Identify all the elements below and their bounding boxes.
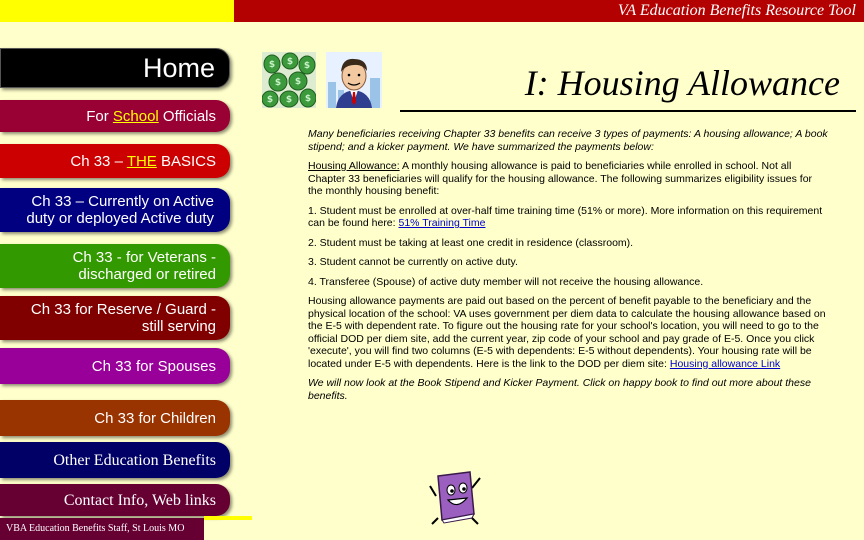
footer-accent [204,516,252,520]
nav-basics-link[interactable]: THE [126,152,157,170]
title-divider [400,110,856,112]
nav-reserve-button[interactable] [0,296,230,340]
svg-text:$: $ [285,95,293,105]
nav-school-officials-button[interactable] [0,100,230,132]
svg-text:$: $ [294,77,302,87]
nav-other-label: Other Education Benefits [53,451,216,469]
page-title: I: Housing Allowance [524,63,840,103]
header-bar [234,0,864,22]
housing-allowance-paragraph [308,160,828,198]
nav-spouses-button[interactable] [0,348,230,384]
nav-contact-label: Contact Info, Web links [63,491,216,509]
nav-home-button[interactable] [0,48,230,88]
nav-active-line1: Ch 33 – Currently on Active [31,193,214,210]
payments-paragraph [308,295,828,370]
svg-text:$: $ [304,94,312,104]
training-time-link[interactable]: 51% Training Time [398,217,486,229]
nav-veterans-button[interactable] [0,244,230,288]
nav-other-benefits-button[interactable] [0,442,230,478]
payments-text: Housing allowance payments are paid out based on the percent of benefit payable to the beneficiary and the physical location of the school: VA uses government per diem data to calculate the housing allowance based on the E-5 with dependent rate. To figure out the housing rate for your school's location, you will need to go to the official DOD per diem site, add the current year, zip code of your school and pay grade of E-5. Once you click 'execute', you will find two columns (E-5 with dependents: E-5 without dependents). Your housing rate will be located under E-5 with dependents. Here is the link to the DOD per diem site: [308,295,826,370]
money-icon [262,52,316,108]
nav-children-label: Ch 33 for Children [94,409,216,427]
footer [0,518,204,540]
eligibility-item-4: 4. Transferee (Spouse) of active duty member will not receive the housing allowance. [308,275,704,288]
nav-school-link[interactable]: School [112,107,159,125]
eligibility-item-3: 3. Student cannot be currently on active duty. [308,256,518,268]
eligibility-item-1 [308,205,828,230]
nav-contact-button[interactable] [0,484,230,516]
nav-spouses-label: Ch 33 for Spouses [91,357,216,375]
nav-reserve-line1: Ch 33 for Reserve / Guard - [30,301,216,318]
happy-book-icon[interactable] [426,466,484,530]
nav-reserve-line2: still serving [141,318,216,335]
svg-text:$: $ [268,60,276,70]
housing-allowance-label: Housing Allowance: [308,160,400,172]
housing-allowance-link[interactable]: Housing allowance Link [669,357,781,370]
nav-active-line2: duty or deployed Active duty [26,210,214,227]
nav-vet-line2: discharged or retired [78,266,216,283]
header-title: VA Education Benefits Resource Tool [617,2,856,19]
footer-text: VBA Education Benefits Staff, St Louis MO [6,523,185,534]
nav-school-post: Officials [158,107,216,125]
nav-basics-post: BASICS [156,152,216,170]
businessman-icon [326,52,382,108]
nav-basics-button[interactable] [0,144,230,178]
header-accent [0,0,234,22]
svg-text:$: $ [286,57,294,67]
eligibility-item-2: 2. Student must be taking at least one credit in residence (classroom). [308,236,634,249]
nav-basics-pre: Ch 33 – [70,152,127,170]
nav-children-button[interactable] [0,400,230,436]
main-content [308,128,828,409]
nav-school-pre: For [86,107,113,125]
nav-home-label: Home [142,52,215,83]
housing-allowance-text: A monthly housing allowance is paid to beneficiaries while enrolled in school. Not all Chapter 33 beneficiaries will qualify for the housing allowance. The following summarizes eligibility issues for the monthly housing benefit: [308,160,813,197]
eligibility-item-1-text: 1. Student must be enrolled at over-half time training time (51% or more). More information on this requirement can be found here: [308,204,823,229]
intro-text: Many beneficiaries receiving Chapter 33 benefits can receive 3 types of payments: A housing allowance; A book stipend; and a kicker payment. We have summarized the payments below: [308,128,828,153]
closing-text: We will now look at the Book Stipend and Kicker Payment. Click on happy book to find out more about these benefits. [308,377,811,402]
svg-text:$: $ [274,78,282,88]
nav-active-duty-button[interactable] [0,188,230,232]
svg-text:$: $ [303,61,311,71]
svg-text:$: $ [266,95,274,105]
nav-vet-line1: Ch 33 - for Veterans - [72,249,216,266]
